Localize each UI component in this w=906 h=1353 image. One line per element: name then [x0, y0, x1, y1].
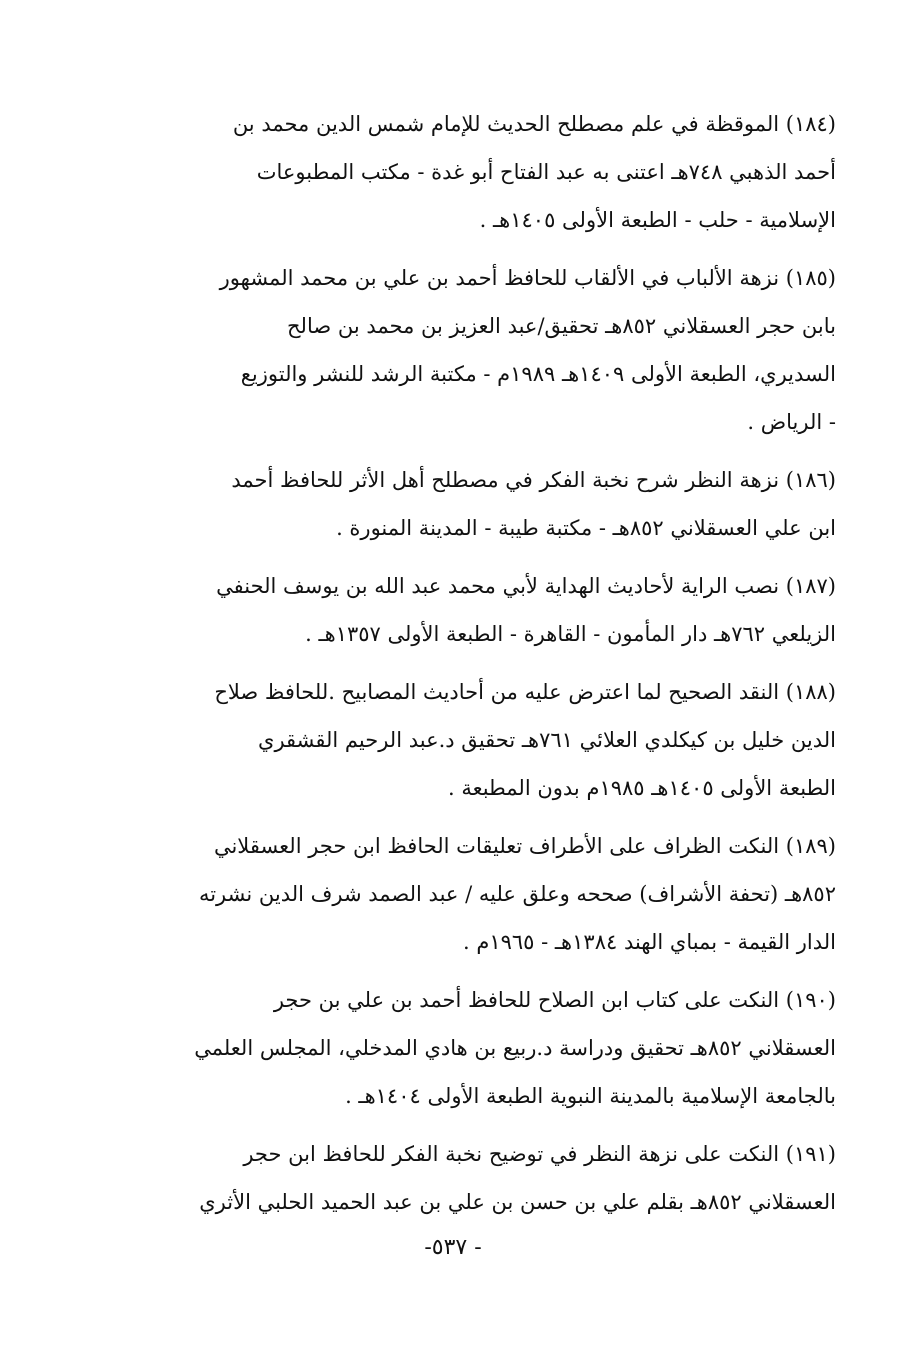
entry-line: أحمد الذهبي ٧٤٨هـ اعتنى به عبد الفتاح أبو غدة - مكتب المطبوعات	[256, 160, 836, 184]
bibliography-entry-186	[128, 456, 836, 552]
bibliography-entry-184	[128, 100, 836, 244]
bibliography-entry-187	[128, 562, 836, 658]
entry-line: ٨٥٢هـ (تحفة الأشراف) صححه وعلق عليه / عبد الصمد شرف الدين نشرته	[198, 882, 836, 906]
bibliography-entry-191	[128, 1130, 836, 1226]
entry-line: الدين خليل بن كيكلدي العلائي ٧٦١هـ تحقيق د.عبد الرحيم القشقري	[258, 728, 836, 752]
entry-line: العسقلاني ٨٥٢هـ تحقيق ودراسة د.ربيع بن هادي المدخلي، المجلس العلمي	[194, 1036, 836, 1060]
bibliography-entry-190	[128, 976, 836, 1120]
entry-line: الإسلامية - حلب - الطبعة الأولى ١٤٠٥هـ .	[479, 208, 836, 232]
entry-line: (١٩١) النكت على نزهة النظر في توضيح نخبة الفكر للحافظ ابن حجر	[243, 1142, 836, 1166]
page-number: - ٥٣٧-	[424, 1235, 482, 1260]
bibliography-entry-189	[128, 822, 836, 966]
entry-line: (١٨٧) نصب الراية لأحاديث الهداية لأبي محمد عبد الله بن يوسف الحنفي	[216, 574, 836, 598]
entry-line: (١٩٠) النكت على كتاب ابن الصلاح للحافظ أحمد بن علي بن حجر	[273, 988, 836, 1012]
entry-line: (١٨٦) نزهة النظر شرح نخبة الفكر في مصطلح أهل الأثر للحافظ أحمد	[231, 468, 836, 492]
entry-line: بالجامعة الإسلامية بالمدينة النبوية الطبعة الأولى ١٤٠٤هـ .	[345, 1084, 836, 1108]
entry-line: الزيلعي ٧٦٢هـ دار المأمون - القاهرة - الطبعة الأولى ١٣٥٧هـ .	[305, 622, 836, 646]
entry-line: الطبعة الأولى ١٤٠٥هـ ١٩٨٥م بدون المطبعة .	[447, 776, 836, 800]
bibliography-entry-188	[128, 668, 836, 812]
entry-line: - الرياض .	[747, 410, 836, 434]
entry-line: العسقلاني ٨٥٢هـ بقلم علي بن حسن بن علي بن عبد الحميد الحلبي الأثري	[199, 1190, 836, 1214]
entry-line: (١٨٤) الموقظة في علم مصطلح الحديث للإمام شمس الدين محمد بن	[232, 112, 836, 136]
entry-line: (١٨٩) النكت الظراف على الأطراف تعليقات الحافظ ابن حجر العسقلاني	[213, 834, 836, 858]
bibliography-entry-185	[128, 254, 836, 446]
entry-line: ابن علي العسقلاني ٨٥٢هـ - مكتبة طيبة - المدينة المنورة .	[336, 516, 836, 540]
entry-line: الدار القيمة - بمباي الهند ١٣٨٤هـ - ١٩٦٥م .	[462, 930, 836, 954]
entry-line: (١٨٥) نزهة الألباب في الألقاب للحافظ أحمد بن علي بن محمد المشهور	[219, 266, 836, 290]
entry-line: بابن حجر العسقلاني ٨٥٢هـ تحقيق/عبد العزيز بن محمد بن صالح	[287, 314, 836, 338]
entry-line: السديري، الطبعة الأولى ١٤٠٩هـ ١٩٨٩م - مكتبة الرشد للنشر والتوزيع	[240, 362, 836, 386]
bibliography-list	[128, 100, 836, 1236]
entry-line: (١٨٨) النقد الصحيح لما اعترض عليه من أحاديث المصابيح .للحافظ صلاح	[214, 680, 836, 704]
